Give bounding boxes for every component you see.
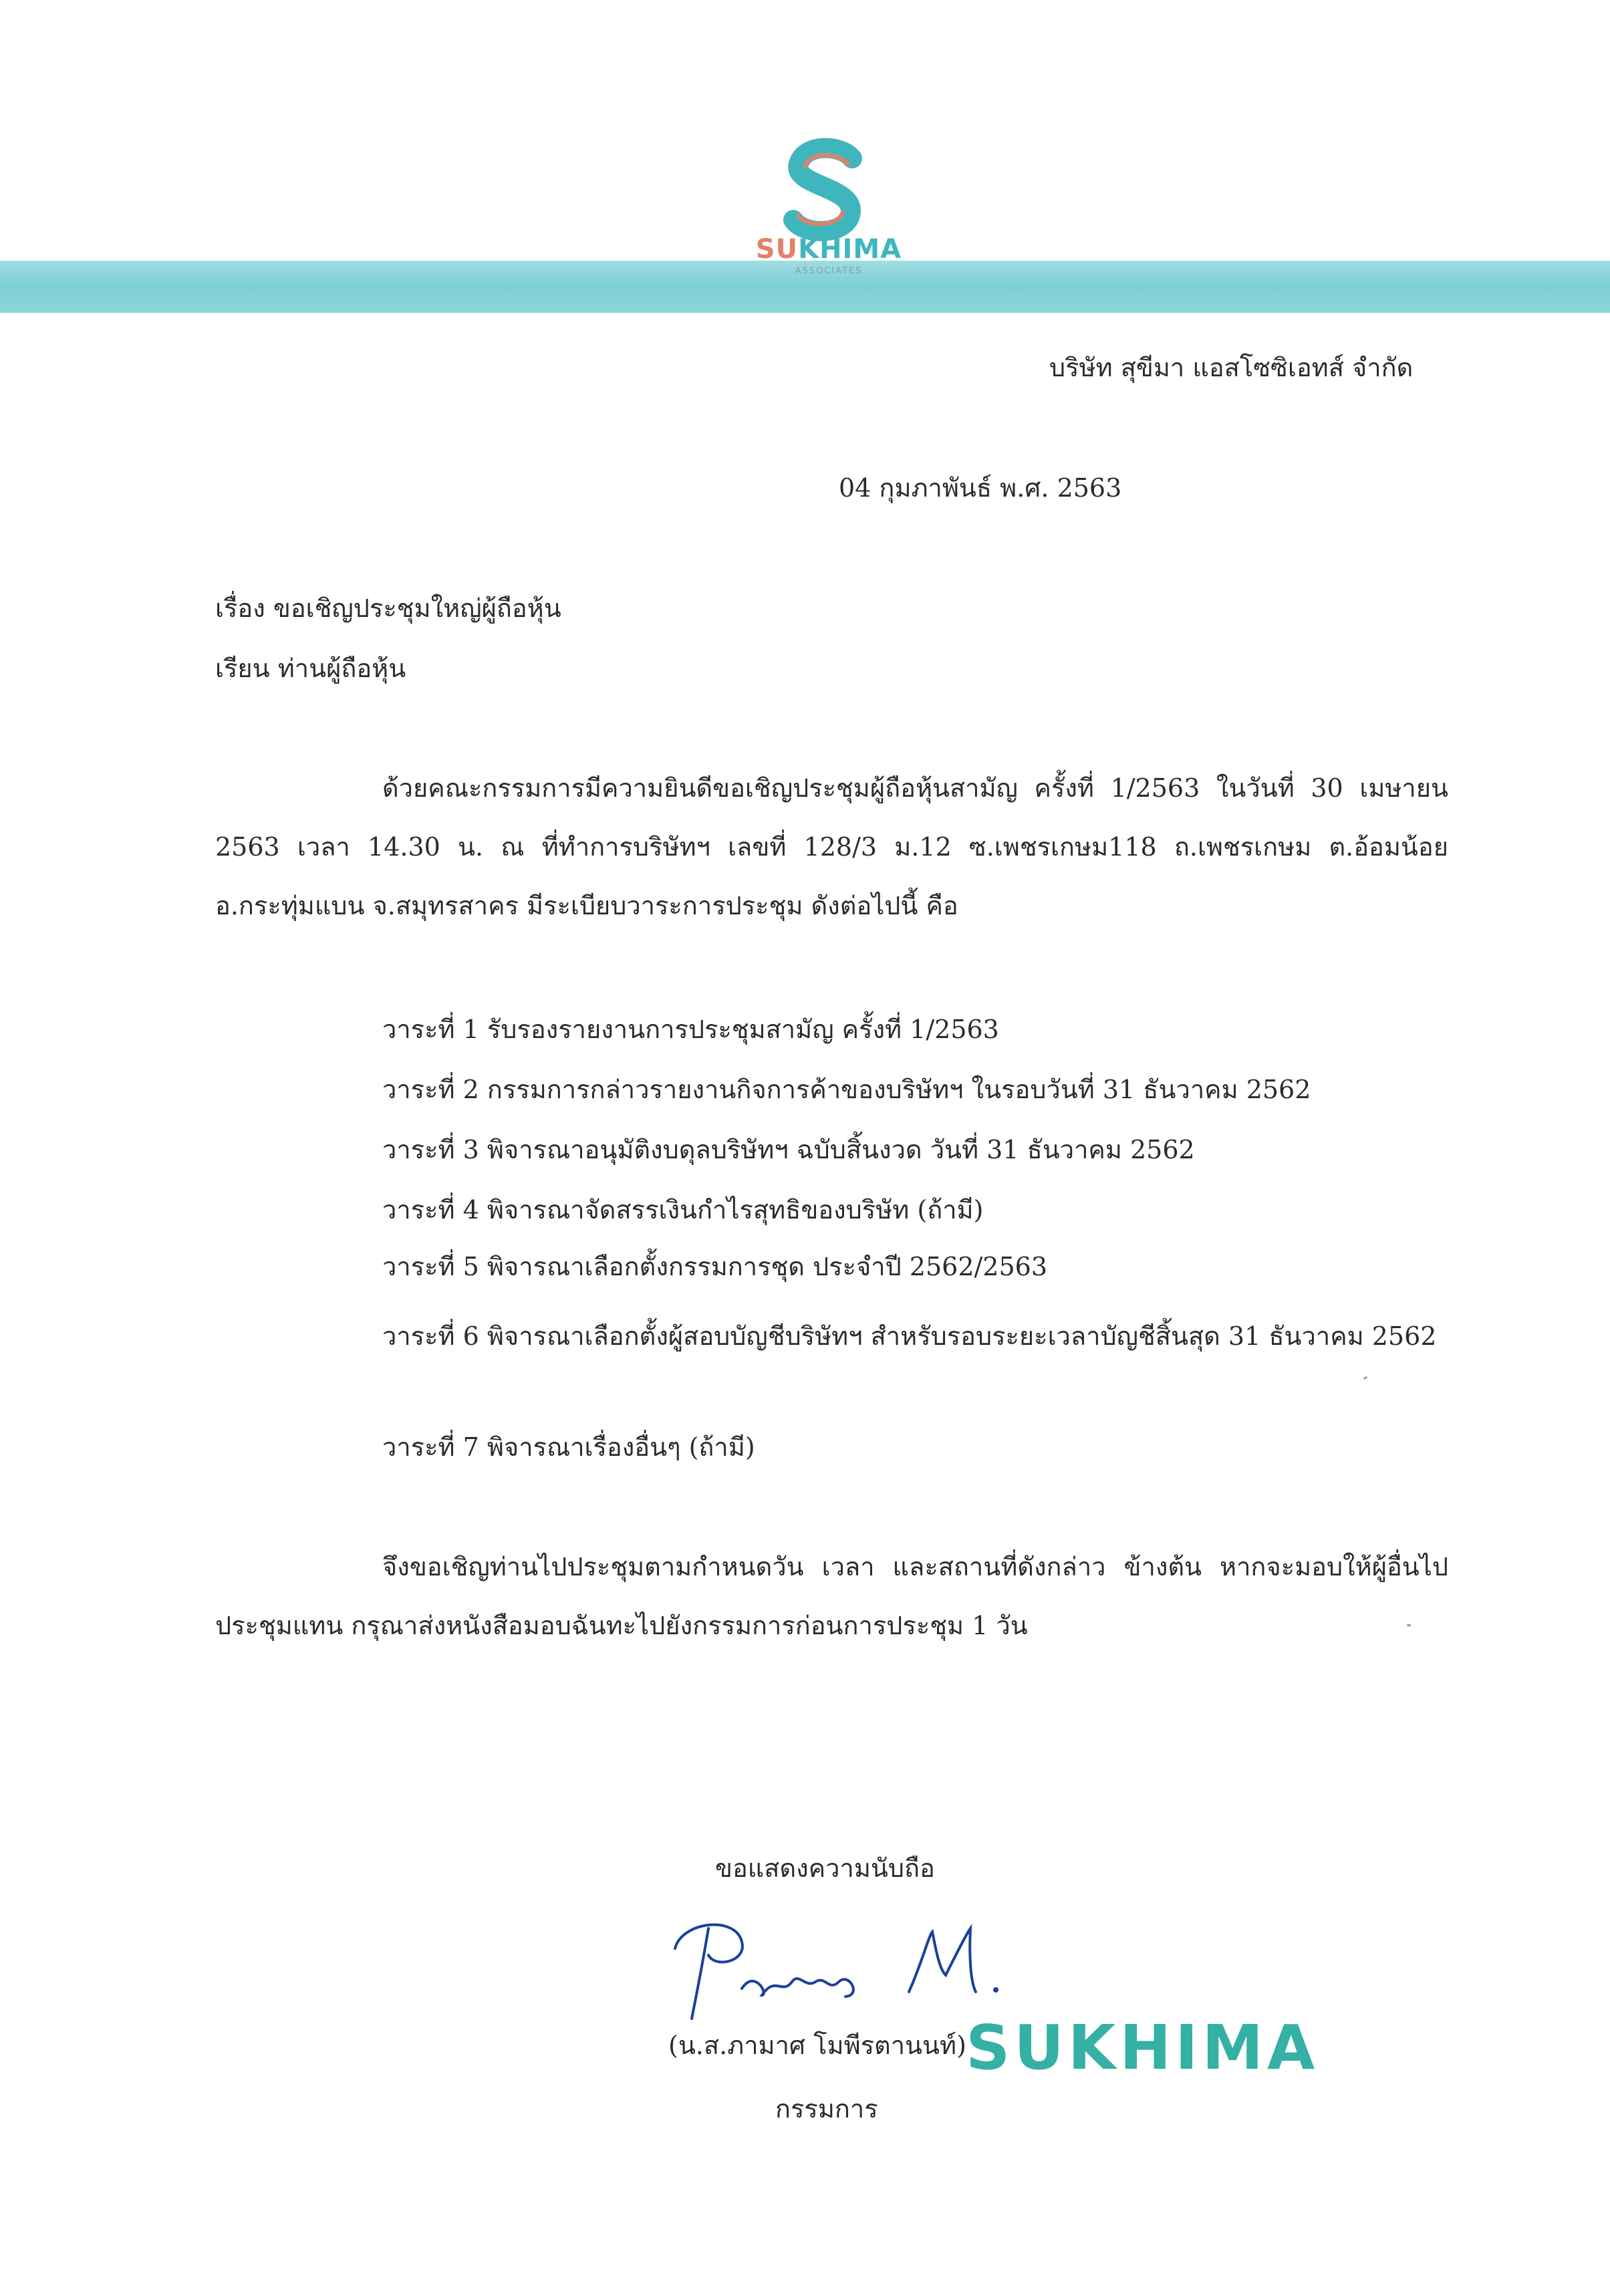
intro-paragraph: ด้วยคณะกรรมการมีความยินดีขอเชิญประชุมผู้ถือหุ้นสามัญ ครั้งที่ 1/2563 ในวันที่ 30 เมษายน 2563 เวลา 14.30 น. ณ ที่ทำการบริษัทฯ เลขที่ 128/3 ม.12 ซ.เพชรเกษม118 ถ.เพชรเกษม ต.อ้อมน้อย อ.กระทุ่มแบน จ.สมุทรสาคร มีระเบียบวาระการประชุม ดังต่อไปนี้ คือ — [215, 773, 1448, 920]
agenda-item: วาระที่ 3 พิจารณาอนุมัติงบดุลบริษัทฯ ฉบับสิ้นงวด วันที่ 31 ธันวาคม 2562 — [382, 1135, 1195, 1164]
letter-date: 04 กุมภาพันธ์ พ.ศ. 2563 — [839, 473, 1122, 503]
company-stamp — [966, 2005, 1319, 2100]
agenda-item: วาระที่ 6 พิจารณาเลือกตั้งผู้สอบบัญชีบริษัทฯ สำหรับรอบระยะเวลาบัญชีสิ้นสุด 31 ธันวาคม 2562 — [382, 1321, 1437, 1351]
letter-addressee: เรียน ท่านผู้ถือหุ้น — [215, 654, 406, 683]
agenda-item: วาระที่ 4 พิจารณาจัดสรรเงินกำไรสุทธิของบริษัท (ถ้ามี) — [382, 1195, 984, 1225]
company-logo-icon — [779, 137, 872, 244]
agenda-item: วาระที่ 5 พิจารณาเลือกตั้งกรรมการชุด ประจำปี 2562/2563 — [382, 1252, 1048, 1281]
scan-speck — [1407, 1624, 1411, 1626]
brand-name — [735, 234, 922, 265]
letter-subject: เรื่อง ขอเชิญประชุมใหญ่ผู้ถือหุ้น — [215, 594, 561, 623]
brand-subtitle: ASSOCIATES — [795, 266, 863, 276]
closing-paragraph: จึงขอเชิญท่านไปประชุมตามกำหนดวัน เวลา และสถานที่ดังกล่าว ข้างต้น หากจะมอบให้ผู้อื่นไปประชุมแทน กรุณาส่งหนังสือมอบฉันทะไปยังกรรมการก่อนการประชุม 1 วัน — [215, 1552, 1448, 1640]
scan-speck — [1363, 1376, 1368, 1380]
sign-off: ขอแสดงความนับถือ — [715, 1854, 935, 1883]
brand-name-part2: KHIMA — [798, 234, 902, 265]
stamp-text: SUKHIMA — [966, 2012, 1319, 2083]
agenda-item: วาระที่ 1 รับรองรายงานการประชุมสามัญ ครั้งที่ 1/2563 — [382, 1015, 999, 1044]
agenda-item: วาระที่ 2 กรรมการกล่าวรายงานกิจการค้าของบริษัทฯ ในรอบวันที่ 31 ธันวาคม 2562 — [382, 1075, 1311, 1104]
agenda-item: วาระที่ 7 พิจารณาเรื่องอื่นๆ (ถ้ามี) — [382, 1432, 755, 1462]
signer-title: กรรมการ — [775, 2094, 878, 2124]
signer-name: (น.ส.ภามาศ โมพีรตานนท์) — [668, 2031, 966, 2060]
brand-name-part1: SU — [755, 234, 799, 265]
company-name: บริษัท สุขีมา แอสโซซิเอทส์ จำกัด — [1049, 353, 1414, 382]
